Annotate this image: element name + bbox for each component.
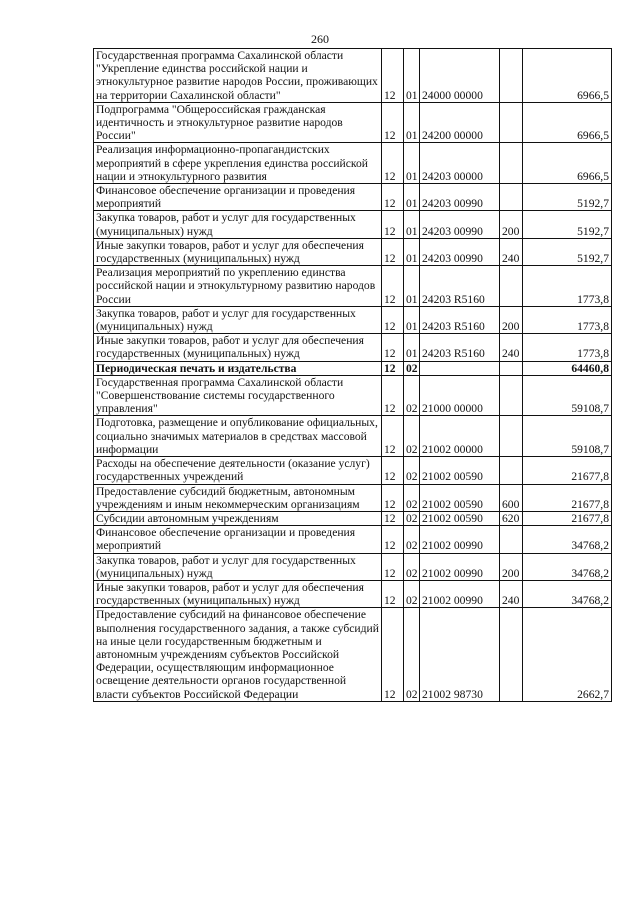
table-row — [94, 416, 612, 457]
row-name: Финансовое обеспечение организации и проведения мероприятий — [94, 184, 382, 211]
row-expense-type-code — [500, 266, 523, 307]
table-row — [94, 361, 612, 375]
row-name: Закупка товаров, работ и услуг для государственных (муниципальных) нужд — [94, 211, 382, 238]
table-row — [94, 184, 612, 211]
row-section-code: 12 — [382, 484, 404, 511]
row-expense-type-code: 620 — [500, 511, 523, 525]
row-section-code: 12 — [382, 211, 404, 238]
row-subsection-code: 02 — [404, 375, 420, 416]
row-subsection-code: 02 — [404, 511, 420, 525]
row-subsection-code: 02 — [404, 526, 420, 553]
table-row — [94, 266, 612, 307]
table-row — [94, 375, 612, 416]
page-number: 260 — [311, 32, 329, 46]
table-row — [94, 553, 612, 580]
row-subsection-code: 02 — [404, 416, 420, 457]
row-name: Закупка товаров, работ и услуг для государственных (муниципальных) нужд — [94, 553, 382, 580]
row-name: Иные закупки товаров, работ и услуг для обеспечения государственных (муниципальных) нужд — [94, 334, 382, 361]
budget-table-body — [94, 49, 612, 702]
row-section-code: 12 — [382, 306, 404, 333]
row-target-article-code: 24203 00990 — [420, 238, 500, 265]
row-amount: 6966,5 — [523, 143, 612, 184]
row-section-code: 12 — [382, 238, 404, 265]
row-amount: 21677,8 — [523, 457, 612, 484]
row-name: Расходы на обеспечение деятельности (оказание услуг) государственных учреждений — [94, 457, 382, 484]
table-row — [94, 526, 612, 553]
row-amount: 1773,8 — [523, 266, 612, 307]
row-section-code: 12 — [382, 143, 404, 184]
row-amount: 64460,8 — [523, 361, 612, 375]
row-name: Периодическая печать и издательства — [94, 361, 382, 375]
table-row — [94, 306, 612, 333]
row-expense-type-code — [500, 184, 523, 211]
row-target-article-code — [420, 361, 500, 375]
row-target-article-code: 24203 R5160 — [420, 306, 500, 333]
row-name: Государственная программа Сахалинской области "Укрепление единства российской нации и этнокультурное развитие народов России, проживающих на территории Сахалинской области" — [94, 49, 382, 103]
row-name: Субсидии автономным учреждениям — [94, 511, 382, 525]
row-target-article-code: 21002 00590 — [420, 511, 500, 525]
row-amount: 6966,5 — [523, 102, 612, 143]
row-target-article-code: 21002 00000 — [420, 416, 500, 457]
table-row — [94, 211, 612, 238]
row-target-article-code: 21000 00000 — [420, 375, 500, 416]
row-expense-type-code: 240 — [500, 238, 523, 265]
row-amount: 2662,7 — [523, 608, 612, 701]
row-section-code: 12 — [382, 526, 404, 553]
row-name: Закупка товаров, работ и услуг для государственных (муниципальных) нужд — [94, 306, 382, 333]
row-name: Финансовое обеспечение организации и проведения мероприятий — [94, 526, 382, 553]
table-row — [94, 49, 612, 103]
row-expense-type-code — [500, 361, 523, 375]
row-section-code: 12 — [382, 266, 404, 307]
row-target-article-code: 24203 R5160 — [420, 334, 500, 361]
row-section-code: 12 — [382, 49, 404, 103]
row-expense-type-code — [500, 143, 523, 184]
row-expense-type-code — [500, 608, 523, 701]
row-expense-type-code — [500, 526, 523, 553]
table-row — [94, 238, 612, 265]
row-section-code: 12 — [382, 184, 404, 211]
row-expense-type-code: 240 — [500, 334, 523, 361]
row-subsection-code: 02 — [404, 457, 420, 484]
row-target-article-code: 21002 00990 — [420, 553, 500, 580]
table-row — [94, 511, 612, 525]
row-subsection-code: 01 — [404, 184, 420, 211]
row-subsection-code: 01 — [404, 334, 420, 361]
row-target-article-code: 21002 00990 — [420, 580, 500, 607]
row-amount: 34768,2 — [523, 526, 612, 553]
row-subsection-code: 01 — [404, 143, 420, 184]
row-target-article-code: 21002 00590 — [420, 484, 500, 511]
row-subsection-code: 01 — [404, 49, 420, 103]
table-row — [94, 457, 612, 484]
row-target-article-code: 24203 00990 — [420, 184, 500, 211]
budget-table — [93, 48, 612, 702]
row-subsection-code: 01 — [404, 266, 420, 307]
row-name: Предоставление субсидий бюджетным, автономным учреждениям и иным некоммерческим организациям — [94, 484, 382, 511]
row-name: Государственная программа Сахалинской области "Совершенствование системы государственного управления" — [94, 375, 382, 416]
row-target-article-code: 24200 00000 — [420, 102, 500, 143]
row-name: Подпрограмма "Общероссийская гражданская идентичность и этнокультурное развитие народов России" — [94, 102, 382, 143]
row-name: Подготовка, размещение и опубликование официальных, социально значимых материалов в средствах массовой информации — [94, 416, 382, 457]
row-amount: 1773,8 — [523, 334, 612, 361]
row-section-code: 12 — [382, 375, 404, 416]
row-section-code: 12 — [382, 102, 404, 143]
row-expense-type-code: 600 — [500, 484, 523, 511]
row-amount: 5192,7 — [523, 184, 612, 211]
table-row — [94, 334, 612, 361]
row-amount: 59108,7 — [523, 375, 612, 416]
table-row — [94, 102, 612, 143]
row-name: Реализация информационно-пропагандистских мероприятий в сфере укрепления единства российской нации и этнокультурного развития — [94, 143, 382, 184]
row-target-article-code: 24203 00000 — [420, 143, 500, 184]
row-section-code: 12 — [382, 553, 404, 580]
table-row — [94, 484, 612, 511]
row-subsection-code: 02 — [404, 608, 420, 701]
row-expense-type-code: 200 — [500, 306, 523, 333]
row-amount: 6966,5 — [523, 49, 612, 103]
row-amount: 59108,7 — [523, 416, 612, 457]
row-expense-type-code — [500, 375, 523, 416]
row-expense-type-code — [500, 49, 523, 103]
table-row — [94, 608, 612, 701]
row-subsection-code: 02 — [404, 484, 420, 511]
row-expense-type-code: 200 — [500, 211, 523, 238]
row-amount: 34768,2 — [523, 553, 612, 580]
row-section-code: 12 — [382, 334, 404, 361]
row-name: Реализация мероприятий по укреплению единства российской нации и этнокультурному развитию народов России — [94, 266, 382, 307]
row-target-article-code: 21002 98730 — [420, 608, 500, 701]
table-row — [94, 143, 612, 184]
table-row — [94, 580, 612, 607]
row-section-code: 12 — [382, 608, 404, 701]
row-target-article-code: 21002 00590 — [420, 457, 500, 484]
row-amount: 1773,8 — [523, 306, 612, 333]
row-subsection-code: 01 — [404, 211, 420, 238]
row-expense-type-code — [500, 457, 523, 484]
row-subsection-code: 01 — [404, 102, 420, 143]
row-expense-type-code: 240 — [500, 580, 523, 607]
row-section-code: 12 — [382, 580, 404, 607]
row-section-code: 12 — [382, 511, 404, 525]
row-subsection-code: 01 — [404, 238, 420, 265]
row-amount: 21677,8 — [523, 484, 612, 511]
row-target-article-code: 24203 R5160 — [420, 266, 500, 307]
row-amount: 21677,8 — [523, 511, 612, 525]
row-expense-type-code — [500, 416, 523, 457]
row-name: Иные закупки товаров, работ и услуг для обеспечения государственных (муниципальных) нужд — [94, 238, 382, 265]
row-amount: 34768,2 — [523, 580, 612, 607]
row-amount: 5192,7 — [523, 238, 612, 265]
row-expense-type-code — [500, 102, 523, 143]
row-section-code: 12 — [382, 457, 404, 484]
row-amount: 5192,7 — [523, 211, 612, 238]
row-section-code: 12 — [382, 416, 404, 457]
row-subsection-code: 01 — [404, 306, 420, 333]
row-subsection-code: 02 — [404, 361, 420, 375]
row-target-article-code: 21002 00990 — [420, 526, 500, 553]
row-target-article-code: 24000 00000 — [420, 49, 500, 103]
row-expense-type-code: 200 — [500, 553, 523, 580]
row-subsection-code: 02 — [404, 580, 420, 607]
row-name: Иные закупки товаров, работ и услуг для обеспечения государственных (муниципальных) нужд — [94, 580, 382, 607]
row-subsection-code: 02 — [404, 553, 420, 580]
row-target-article-code: 24203 00990 — [420, 211, 500, 238]
row-section-code: 12 — [382, 361, 404, 375]
row-name: Предоставление субсидий на финансовое обеспечение выполнения государственного задания, а также субсидий на иные цели государственным бюджетным и автономным учреждениям субъектов Российской Федерации, осуществляющим информационное освещение деятельности органов государственной власти субъектов Российской Федерации — [94, 608, 382, 701]
